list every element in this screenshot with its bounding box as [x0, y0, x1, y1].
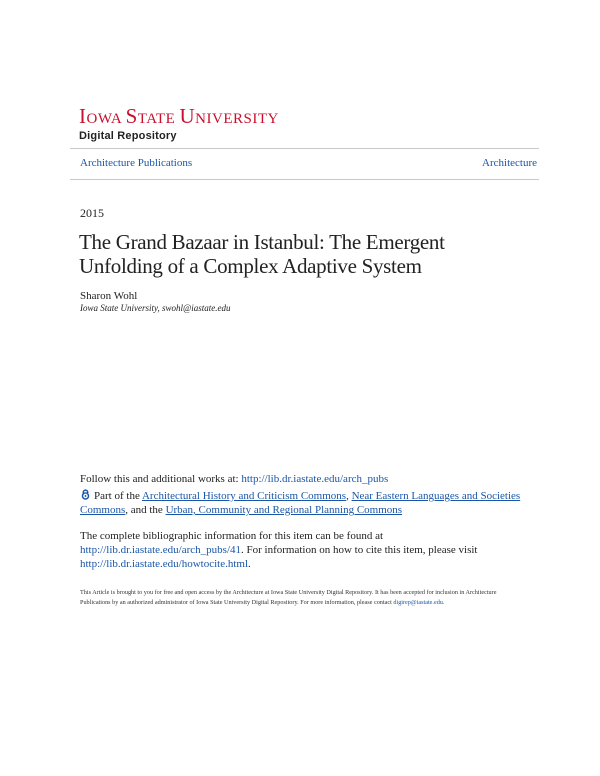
isu-logo	[79, 106, 279, 142]
logo-part-tate: TATE	[137, 111, 180, 127]
logo-cap-s: S	[125, 104, 138, 128]
header-divider-bottom	[70, 179, 539, 180]
author-affiliation: Iowa State University, swohl@iastate.edu	[80, 303, 231, 313]
commons-link-near-eastern[interactable]: Near Eastern Languages and Societies Commons	[80, 490, 521, 516]
part-of-sep-1: ,	[346, 490, 352, 502]
part-of-line	[80, 489, 530, 517]
citation-prefix: The complete bibliographic information for this item can be found at	[80, 530, 384, 542]
part-of-sep-2: , and the	[125, 504, 166, 516]
part-of-prefix: Part of the	[94, 490, 142, 502]
breadcrumb-architecture-publications[interactable]: Architecture Publications	[80, 157, 193, 169]
author-name: Sharon Wohl	[80, 290, 138, 302]
follow-prefix: Follow this and additional works at:	[80, 473, 242, 485]
footer-email-link[interactable]: digirep@iastate.edu	[393, 599, 443, 606]
title-line-2: Unfolding of a Complex Adaptive System	[79, 254, 422, 278]
logo-subtitle: Digital Repository	[79, 130, 177, 142]
follow-link[interactable]: http://lib.dr.iastate.edu/arch_pubs	[241, 473, 389, 485]
footer-text: This Article is brought to you for free and open access by the Architecture at Iowa State University Digital Repository. It has been accepted for inclusion in Architecture Publications by an authorized administrator of Iowa State University Digital Repository. For more information, please contact	[80, 589, 497, 606]
open-access-icon	[80, 489, 91, 500]
article-title	[79, 230, 499, 278]
logo-part-owa: OWA	[86, 111, 126, 127]
commons-link-urban-planning[interactable]: Urban, Community and Regional Planning Commons	[165, 504, 403, 516]
publication-year: 2015	[80, 206, 104, 220]
logo-title	[79, 106, 279, 129]
howtocite-link[interactable]: http://lib.dr.iastate.edu/howtocite.html	[80, 558, 249, 570]
citation-mid: . For information on how to cite this item, please visit	[241, 544, 478, 556]
logo-cap-u: U	[179, 104, 196, 128]
citation-item-link[interactable]: http://lib.dr.iastate.edu/arch_pubs/41	[80, 544, 241, 556]
citation-line	[80, 529, 530, 571]
citation-suffix: .	[248, 558, 251, 570]
breadcrumb-architecture[interactable]: Architecture	[482, 157, 537, 169]
footer-suffix: .	[442, 599, 445, 606]
logo-part-niversity: NIVERSITY	[195, 111, 279, 127]
header-divider-top	[70, 148, 539, 149]
title-line-1: The Grand Bazaar in Istanbul: The Emergent	[79, 230, 445, 254]
follow-line	[80, 472, 530, 486]
commons-link-architectural-history[interactable]: Architectural History and Criticism Commons	[141, 490, 347, 502]
repository-footer	[80, 588, 526, 608]
logo-cap-i: I	[79, 104, 87, 128]
